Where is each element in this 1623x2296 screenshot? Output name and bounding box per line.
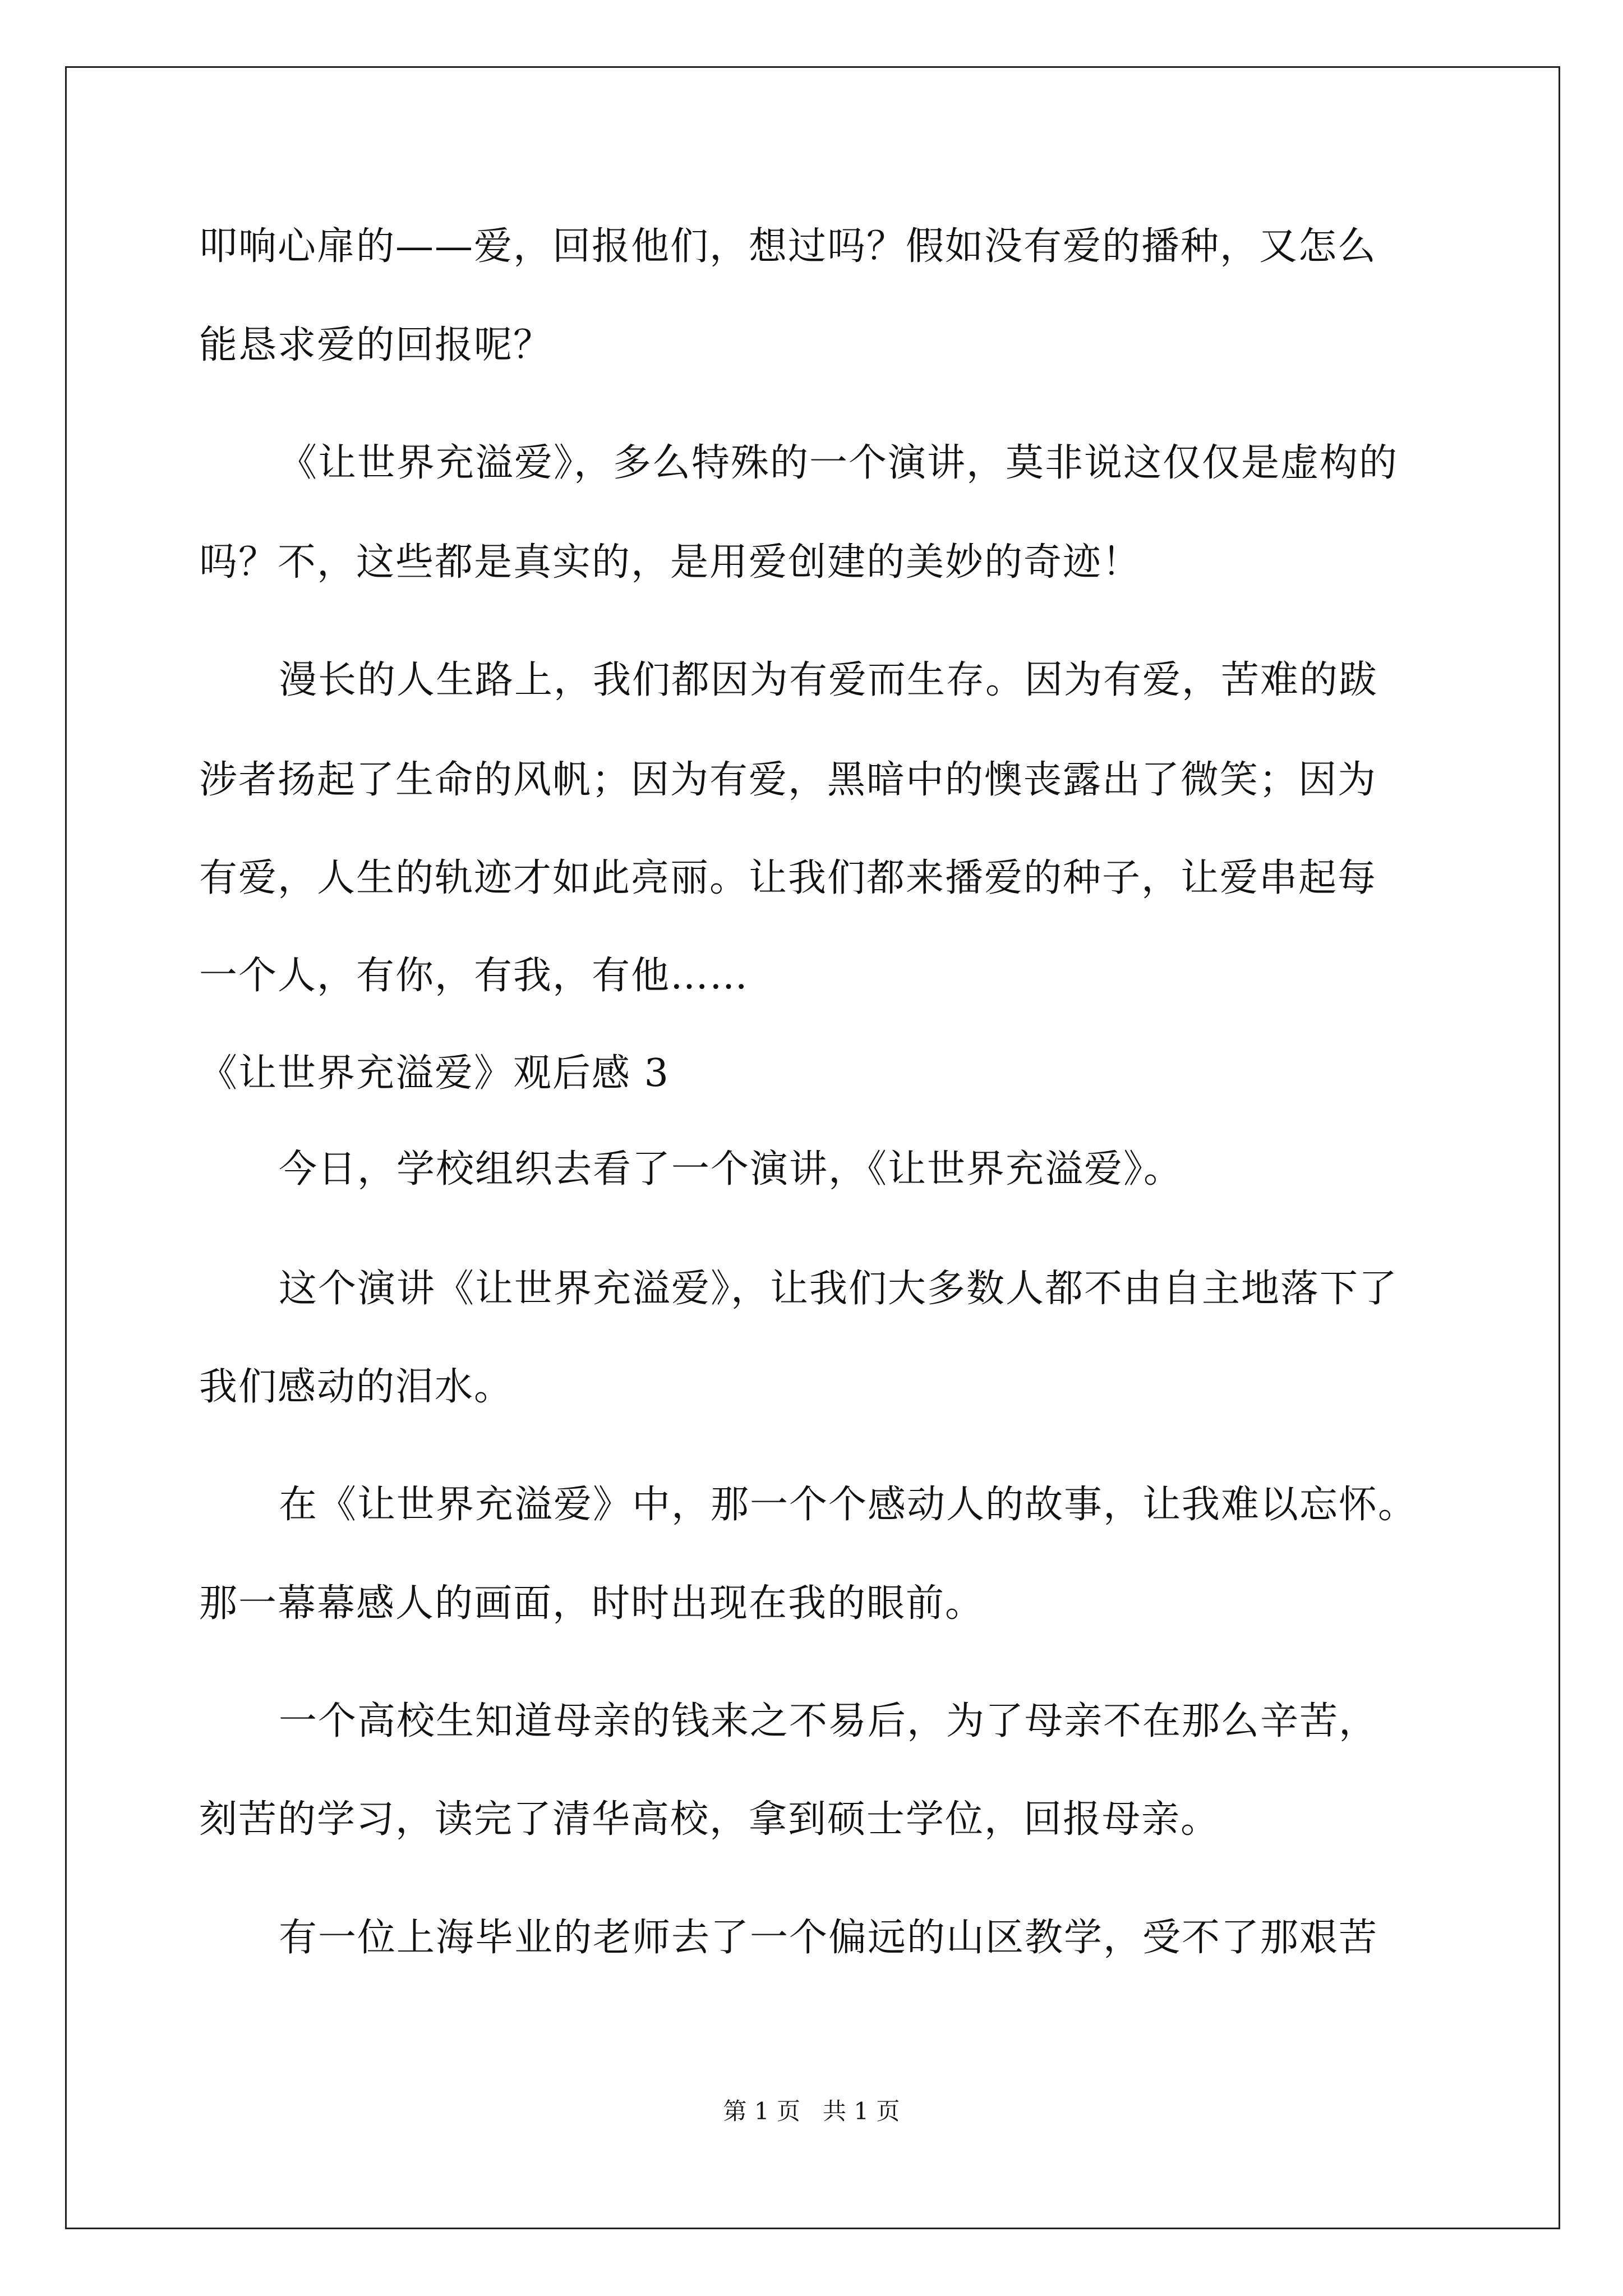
- body-line-10: 今日，学校组织去看了一个演讲，《让世界充溢爱》。: [279, 1147, 1183, 1191]
- body-line-12: 我们感动的泪水。: [199, 1365, 514, 1409]
- section-heading: 《让世界充溢爱》观后感 3: [199, 1051, 670, 1096]
- body-line-11: 这个演讲《让世界充溢爱》，让我们大多数人都不由自主地落下了: [279, 1267, 1399, 1311]
- body-line-3: 《让世界充溢爱》，多么特殊的一个演讲，莫非说这仅仅是虚构的: [279, 441, 1399, 485]
- body-line-6: 涉者扬起了生命的风帆；因为有爱，黑暗中的懊丧露出了微笑；因为: [199, 758, 1377, 802]
- body-line-14: 那一幕幕感人的画面，时时出现在我的眼前。: [199, 1581, 985, 1626]
- body-line-8: 一个人，有你，有我，有他……: [199, 954, 749, 998]
- page-footer: 第 1 页 共 1 页: [723, 2097, 900, 2125]
- body-line-13: 在《让世界充溢爱》中，那一个个感动人的故事，让我难以忘怀。: [279, 1483, 1418, 1527]
- body-line-16: 刻苦的学习，读完了清华高校，拿到硕士学位，回报母亲。: [199, 1797, 1220, 1842]
- body-line-2: 能恳求爱的回报呢？: [199, 323, 553, 367]
- body-line-4: 吗？不，这些都是真实的，是用爱创建的美妙的奇迹！: [199, 540, 1142, 585]
- body-line-7: 有爱，人生的轨迹才如此亮丽。让我们都来播爱的种子，让爱串起每: [199, 856, 1377, 900]
- body-line-17: 有一位上海毕业的老师去了一个偏远的山区教学，受不了那艰苦: [279, 1916, 1378, 1960]
- body-line-15: 一个高校生知道母亲的钱来之不易后，为了母亲不在那么辛苦，: [279, 1699, 1378, 1743]
- body-line-1: 叩响心扉的——爱，回报他们，想过吗？假如没有爱的播种，又怎么: [199, 224, 1377, 269]
- body-line-5: 漫长的人生路上，我们都因为有爱而生存。因为有爱，苦难的跋: [279, 658, 1378, 702]
